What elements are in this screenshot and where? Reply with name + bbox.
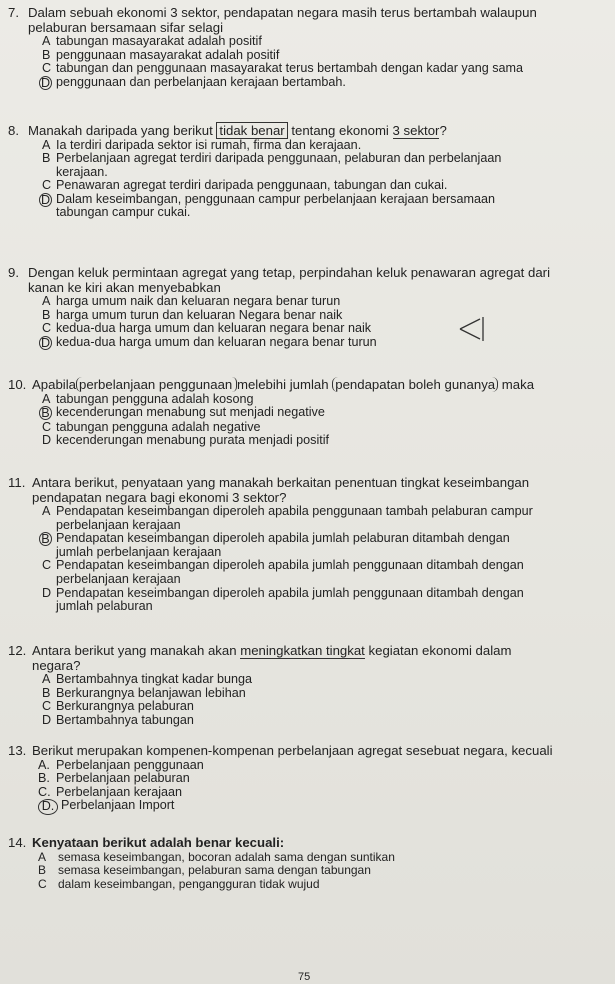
question-text: Dalam sebuah ekonomi 3 sektor, pendapatan negara masih terus bertambah walaupun xyxy=(28,5,537,20)
question-text: Antara berikut, penyataan yang manakah berkaitan penentuan tingkat keseimbangan xyxy=(32,475,530,490)
option-a[interactable]: A tabungan masayarakat adalah positif xyxy=(42,34,262,48)
option-d[interactable]: D Bertambahnya tabungan xyxy=(42,712,194,727)
question-text: pelaburan bersamaan sifar selagi xyxy=(28,19,223,35)
question-text: Manakah daripada yang berikut tidak benar tentang ekonomi 3 sektor? xyxy=(28,123,447,138)
bracketed-emphasis: pendapatan boleh gunanya xyxy=(332,377,498,392)
question-text: Antara berikut yang manakah akan meningkatkan tingkat kegiatan ekonomi dalam negara? xyxy=(32,643,512,673)
question-text: Apabila perbelanjaan penggunaan melebihi jumlah pendapatan boleh gunanya maka xyxy=(32,377,535,392)
option-a[interactable]: A Bertambahnya tingkat kadar bunga xyxy=(42,672,253,686)
page-number: 75 xyxy=(298,971,311,983)
question-text: pendapatan negara bagi ekonomi 3 sektor? xyxy=(32,489,287,505)
boxed-emphasis: tidak benar xyxy=(216,122,287,139)
option-b[interactable]: B penggunaan masayarakat adalah positif xyxy=(42,47,280,62)
handwritten-mark xyxy=(456,313,486,343)
circled-answer-mark: D. xyxy=(38,799,58,815)
option-a[interactable]: A. Perbelanjaan penggunaan xyxy=(38,757,204,772)
option-b[interactable]: B kecenderungan menabung sut menjadi negative xyxy=(42,406,608,421)
circled-answer-mark: D xyxy=(40,75,51,90)
question-number: 9. xyxy=(8,265,19,280)
option-c[interactable]: C dalam keseimbangan, pengangguran tidak wujud xyxy=(38,876,320,891)
question-number: 8. xyxy=(8,123,19,138)
question-text: Berikut merupakan kompenen-kompenan perbelanjaan agregat sesebuat negara, kecuali xyxy=(32,743,553,758)
circled-answer-mark: D xyxy=(40,192,51,207)
option-b[interactable]: B Pendapatan keseimbangan diperoleh apabila jumlah pelaburan ditambah dengan jumlah perbelanjaan kerajaan xyxy=(42,532,608,559)
bracketed-emphasis: perbelanjaan penggunaan xyxy=(76,377,232,392)
question-number: 11. xyxy=(8,475,26,490)
option-d[interactable]: D penggunaan dan perbelanjaan kerajaan bertambah. xyxy=(40,74,346,90)
question-number: 12. xyxy=(8,643,27,658)
option-a[interactable]: A Pendapatan keseimbangan diperoleh apabila penggunaan tambah pelaburan campur perbelanjaan kerajaan xyxy=(42,504,533,532)
option-d[interactable]: D Pendapatan keseimbangan diperoleh apabila jumlah penggunaan ditambah dengan jumlah pelaburan xyxy=(42,585,524,614)
option-a[interactable]: A tabungan pengguna adalah kosong xyxy=(42,391,254,406)
option-c[interactable]: C. Perbelanjaan kerajaan xyxy=(38,784,183,799)
option-b[interactable]: B Berkurangnya belanjawan lebihan xyxy=(42,685,246,700)
question-12 xyxy=(8,644,608,727)
option-b[interactable]: B. Perbelanjaan pelaburan xyxy=(38,771,190,786)
option-a[interactable]: A harga umum naik dan keluaran negara benar turun xyxy=(42,294,341,308)
option-c[interactable]: C tabungan dan penggunaan masayarakat terus bertambah dengan kadar yang sama xyxy=(42,61,524,76)
option-d[interactable]: D kedua-dua harga umum dan keluaran negara benar turun xyxy=(40,334,377,350)
circled-answer-mark: D xyxy=(40,335,51,350)
question-7 xyxy=(8,6,608,90)
option-d[interactable]: D Dalam keseimbangan, penggunaan campur perbelanjaan kerajaan bersamaan tabungan campur cukai. xyxy=(40,191,495,220)
option-b[interactable]: B semasa keseimbangan, pelaburan sama dengan tabungan xyxy=(38,863,371,878)
option-b[interactable]: B harga umum turun dan keluaran Negara benar naik xyxy=(42,307,343,322)
question-number: 13. xyxy=(8,743,27,758)
question-text: Kenyataan berikut adalah benar kecuali: xyxy=(32,835,285,850)
question-text: Dengan keluk permintaan agregat yang tetap, perpindahan keluk penawaran agregat dari xyxy=(28,265,551,280)
option-a[interactable]: A semasa keseimbangan, bocoran adalah sama dengan suntikan xyxy=(38,849,395,864)
option-c[interactable]: C Pendapatan keseimbangan diperoleh apabila jumlah penggunaan ditambah dengan perbelanjaan kerajaan xyxy=(42,558,524,586)
question-text: kanan ke kiri akan menyebabkan xyxy=(28,279,221,295)
question-11 xyxy=(8,476,608,614)
option-c[interactable]: C tabungan pengguna adalah negative xyxy=(42,419,261,434)
underlined-emphasis: 3 sektor xyxy=(392,123,440,138)
question-13 xyxy=(8,744,608,815)
option-d[interactable]: D. Perbelanjaan Import xyxy=(38,799,608,815)
option-c[interactable]: C Berkurangnya pelaburan xyxy=(42,699,194,714)
option-c[interactable]: C Penawaran agregat terdiri daripada penggunaan, tabungan dan cukai. xyxy=(42,178,448,193)
question-number: 14. xyxy=(8,835,27,850)
question-10 xyxy=(8,378,608,448)
circled-answer-mark: B xyxy=(39,532,52,546)
option-b[interactable]: B Perbelanjaan agregat terdiri daripada penggunaan, pelaburan dan perbelanjaan kerajaan. xyxy=(42,151,502,179)
question-number: 7. xyxy=(8,5,19,20)
question-14 xyxy=(8,836,608,891)
circled-answer-mark: B xyxy=(39,406,52,420)
question-9 xyxy=(8,266,608,350)
underlined-emphasis: meningkatkan tingkat xyxy=(240,643,365,658)
question-number: 10. xyxy=(8,377,27,392)
option-d[interactable]: D kecenderungan menabung purata menjadi positif xyxy=(42,433,330,448)
option-a[interactable]: A Ia terdiri daripada sektor isi rumah, firma dan kerajaan. xyxy=(42,137,362,152)
option-c[interactable]: C kedua-dua harga umum dan keluaran negara benar naik xyxy=(42,321,372,336)
question-8 xyxy=(8,124,608,220)
